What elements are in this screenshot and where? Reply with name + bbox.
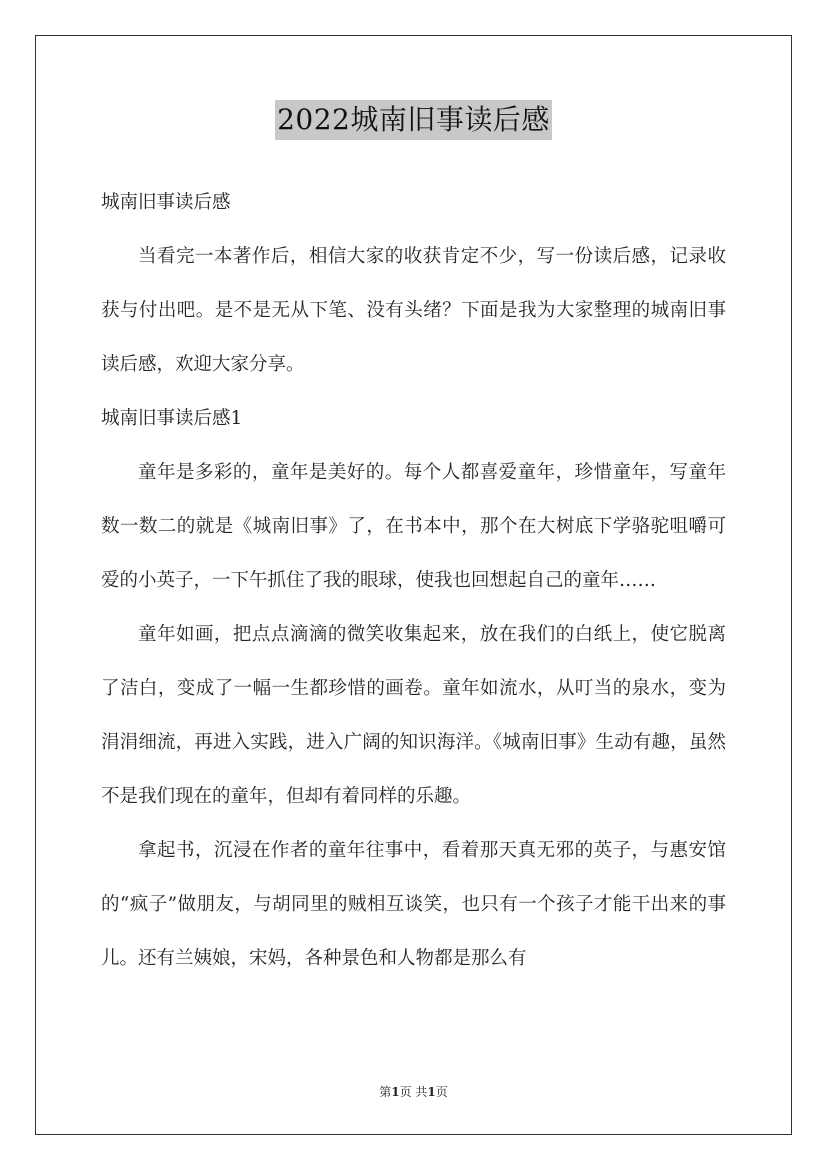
document-title: 2022城南旧事读后感 [275,100,552,140]
title-container [0,100,827,140]
footer-page-prefix: 第 [379,1085,392,1099]
section-heading: 城南旧事读后感 [101,192,231,213]
body-paragraph: 拿起书，沉浸在作者的童年往事中，看着那天真无邪的英子，与惠安馆的“疯子”做朋友，与胡同里的贼相互谈笑，也只有一个孩子才能干出来的事儿。还有兰姨娘，宋妈，各种景色和人物都是那么有 [101,840,726,969]
body-paragraph: 当看完一本著作后，相信大家的收获肯定不少，写一份读后感，记录收获与付出吧。是不是无从下笔、没有头绪？下面是我为大家整理的城南旧事读后感，欢迎大家分享。 [101,246,726,375]
section-heading: 城南旧事读后感1 [101,408,243,429]
footer-page-current: 1 [391,1085,400,1099]
footer-page-total: 1 [427,1085,436,1099]
footer-page-mid: 页 共 [399,1085,428,1099]
body-paragraph: 童年是多彩的，童年是美好的。每个人都喜爱童年，珍惜童年，写童年数一数二的就是《城南旧事》了，在书本中，那个在大树底下学骆驼咀嚼可爱的小英子，一下午抓住了我的眼球，使我也回想起自己的童年…… [101,462,726,591]
body-paragraph: 童年如画，把点点滴滴的微笑收集起来，放在我们的白纸上，使它脱离了洁白，变成了一幅一生都珍惜的画卷。童年如流水，从叮当的泉水，变为涓涓细流，再进入实践，进入广阔的知识海洋。《城南旧事》生动有趣，虽然不是我们现在的童年，但却有着同样的乐趣。 [101,624,726,807]
document-body [101,176,726,986]
page-footer [0,1083,827,1100]
footer-page-suffix: 页 [435,1085,448,1099]
